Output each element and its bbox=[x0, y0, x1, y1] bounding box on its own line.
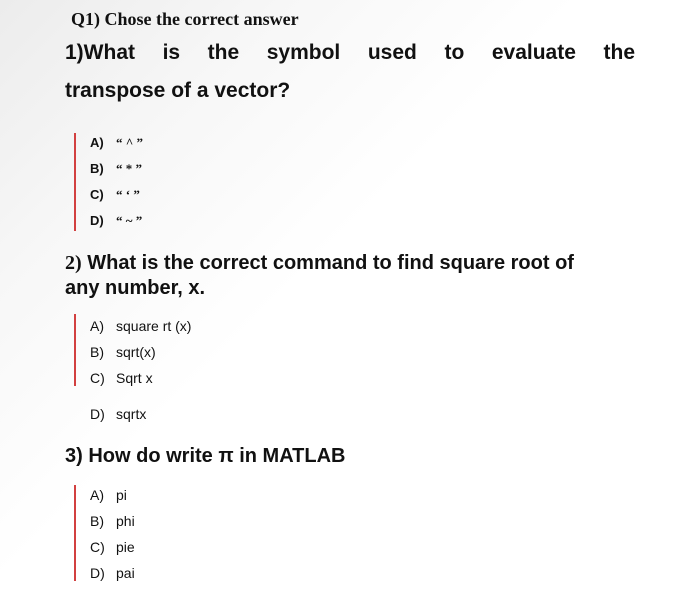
question-2-line-1 bbox=[65, 252, 574, 275]
q3-options-bar bbox=[74, 485, 76, 581]
option-letter: C) bbox=[90, 370, 105, 386]
q1-word: the bbox=[207, 41, 240, 64]
option-letter: A) bbox=[90, 487, 104, 503]
option-letter: D) bbox=[90, 565, 105, 581]
q1-option-a bbox=[90, 135, 143, 151]
q3-option-c bbox=[90, 539, 135, 555]
option-letter: B) bbox=[90, 344, 104, 360]
q1-option-b bbox=[90, 161, 142, 177]
q1-word: used bbox=[367, 41, 417, 64]
question-text: What is the correct command to find square root of bbox=[87, 252, 574, 274]
option-letter: D) bbox=[90, 406, 105, 422]
q1-word: the bbox=[603, 41, 635, 64]
q1-word: is bbox=[162, 41, 181, 64]
page-title: Q1) Chose the correct answer bbox=[71, 9, 299, 29]
option-text: sqrtx bbox=[116, 406, 147, 422]
option-text: sqrt(x) bbox=[116, 344, 156, 360]
q1-word: symbol bbox=[266, 41, 341, 64]
q2-option-a bbox=[90, 318, 191, 334]
option-letter: A) bbox=[90, 318, 104, 334]
q1-options-bar bbox=[74, 133, 76, 231]
option-text: “ ~ ” bbox=[116, 213, 143, 228]
option-letter: C) bbox=[90, 187, 104, 202]
q3-option-d bbox=[90, 565, 135, 581]
option-letter: B) bbox=[90, 161, 104, 176]
q1-word: to bbox=[444, 41, 465, 64]
option-text: pi bbox=[116, 487, 127, 503]
option-letter: A) bbox=[90, 135, 104, 150]
q1-word: evaluate bbox=[491, 41, 576, 64]
option-text: phi bbox=[116, 513, 135, 529]
question-1-line-1 bbox=[65, 41, 635, 65]
q1-option-d bbox=[90, 213, 142, 229]
option-text: pai bbox=[116, 565, 135, 581]
q2-option-b bbox=[90, 344, 156, 360]
option-letter: C) bbox=[90, 539, 105, 555]
q3-option-b bbox=[90, 513, 135, 529]
q3-option-a bbox=[90, 487, 127, 503]
option-text: pie bbox=[116, 539, 135, 555]
question-3-title: 3) How do write π in MATLAB bbox=[65, 445, 346, 467]
question-number: 2) bbox=[65, 252, 82, 274]
q2-option-c bbox=[90, 370, 153, 386]
option-letter: B) bbox=[90, 513, 104, 529]
q1-word: 1)What bbox=[65, 41, 135, 64]
option-text: “ ^ ” bbox=[116, 135, 144, 150]
question-2-line-2: any number, x. bbox=[65, 277, 206, 299]
question-1-line-2: transpose of a vector? bbox=[65, 79, 291, 102]
q2-options-bar bbox=[74, 314, 76, 386]
q2-option-d bbox=[90, 406, 146, 422]
q1-option-c bbox=[90, 187, 140, 203]
option-text: “ ‘ ” bbox=[116, 187, 140, 202]
option-letter: D) bbox=[90, 213, 104, 228]
option-text: Sqrt x bbox=[116, 370, 153, 386]
option-text: “ * ” bbox=[116, 161, 142, 176]
option-text: square rt (x) bbox=[116, 318, 192, 334]
